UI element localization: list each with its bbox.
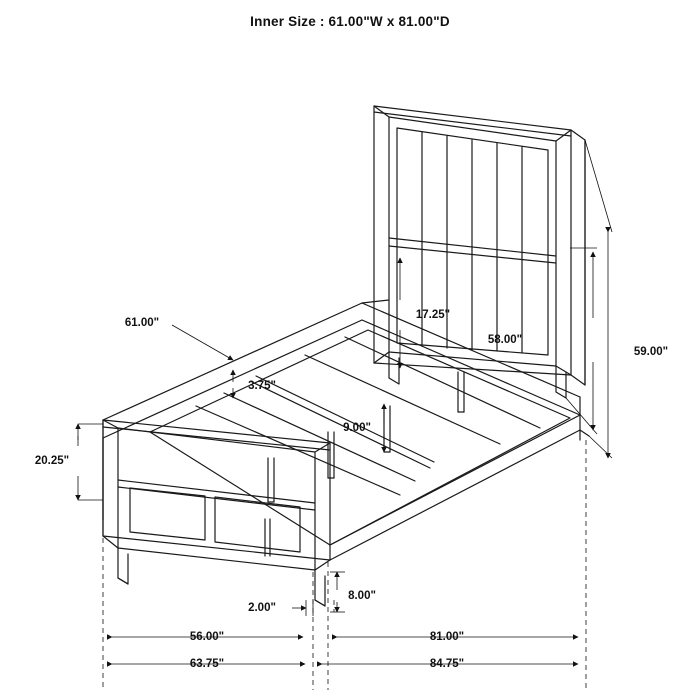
dim-depth-inner: 81.00" xyxy=(429,631,465,643)
dim-slat-support: 9.00" xyxy=(343,422,371,434)
page-title: Inner Size : 61.00"W x 81.00"D xyxy=(250,14,450,29)
dim-headboard-panel: 17.25" xyxy=(415,309,451,321)
dim-depth-outer: 84.75" xyxy=(429,658,465,670)
dim-clearance: 8.00" xyxy=(348,590,376,602)
dim-width-outer: 63.75" xyxy=(189,658,225,670)
dim-inner-width: 61.00" xyxy=(124,317,160,329)
dim-foot-offset: 2.00" xyxy=(248,602,276,614)
dim-footboard-height: 20.25" xyxy=(34,455,70,467)
dim-headboard-height: 58.00" xyxy=(487,334,523,346)
dim-slat-thickness: 3.75" xyxy=(248,380,276,392)
dim-width-inner: 56.00" xyxy=(189,631,225,643)
dim-overall-height: 59.00" xyxy=(633,346,669,358)
